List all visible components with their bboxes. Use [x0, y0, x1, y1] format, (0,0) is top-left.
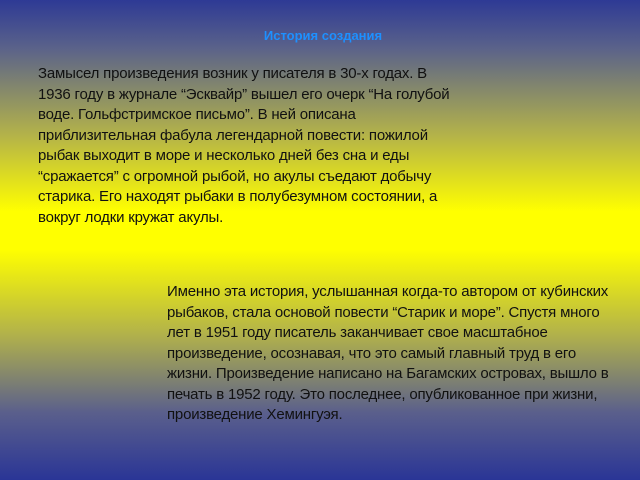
paragraph-origin: Замысел произведения возник у писателя в 30-х годах. В 1936 году в журнале “Эсквайр” вышел его очерк “На голубой воде. Гольфстримское письмо”. В ней описана приблизительная фабула легендарной повести: пожилой рыбак выходит в море и несколько дней без сна и еды “сражается” с огромной рыбой, но акулы съедают добычу старика. Его находят рыбаки в полубезумном состоянии, а вокруг лодки кружат акулы.: [38, 65, 450, 226]
paragraph-publication: Именно эта история, услышанная когда-то автором от кубинских рыбаков, стала основой повести “Старик и море”. Спустя много лет в 1951 году писатель заканчивает свое масштабное произведение, осознавая, что это самый главный труд в его жизни. Произведение написано на Багамских островах, вышло в печать в 1952 году. Это последнее, опубликованное при жизни, произведение Хемингуэя.: [167, 283, 609, 423]
slide-title-text: История создания: [263, 28, 383, 43]
slide-title: [0, 28, 640, 43]
